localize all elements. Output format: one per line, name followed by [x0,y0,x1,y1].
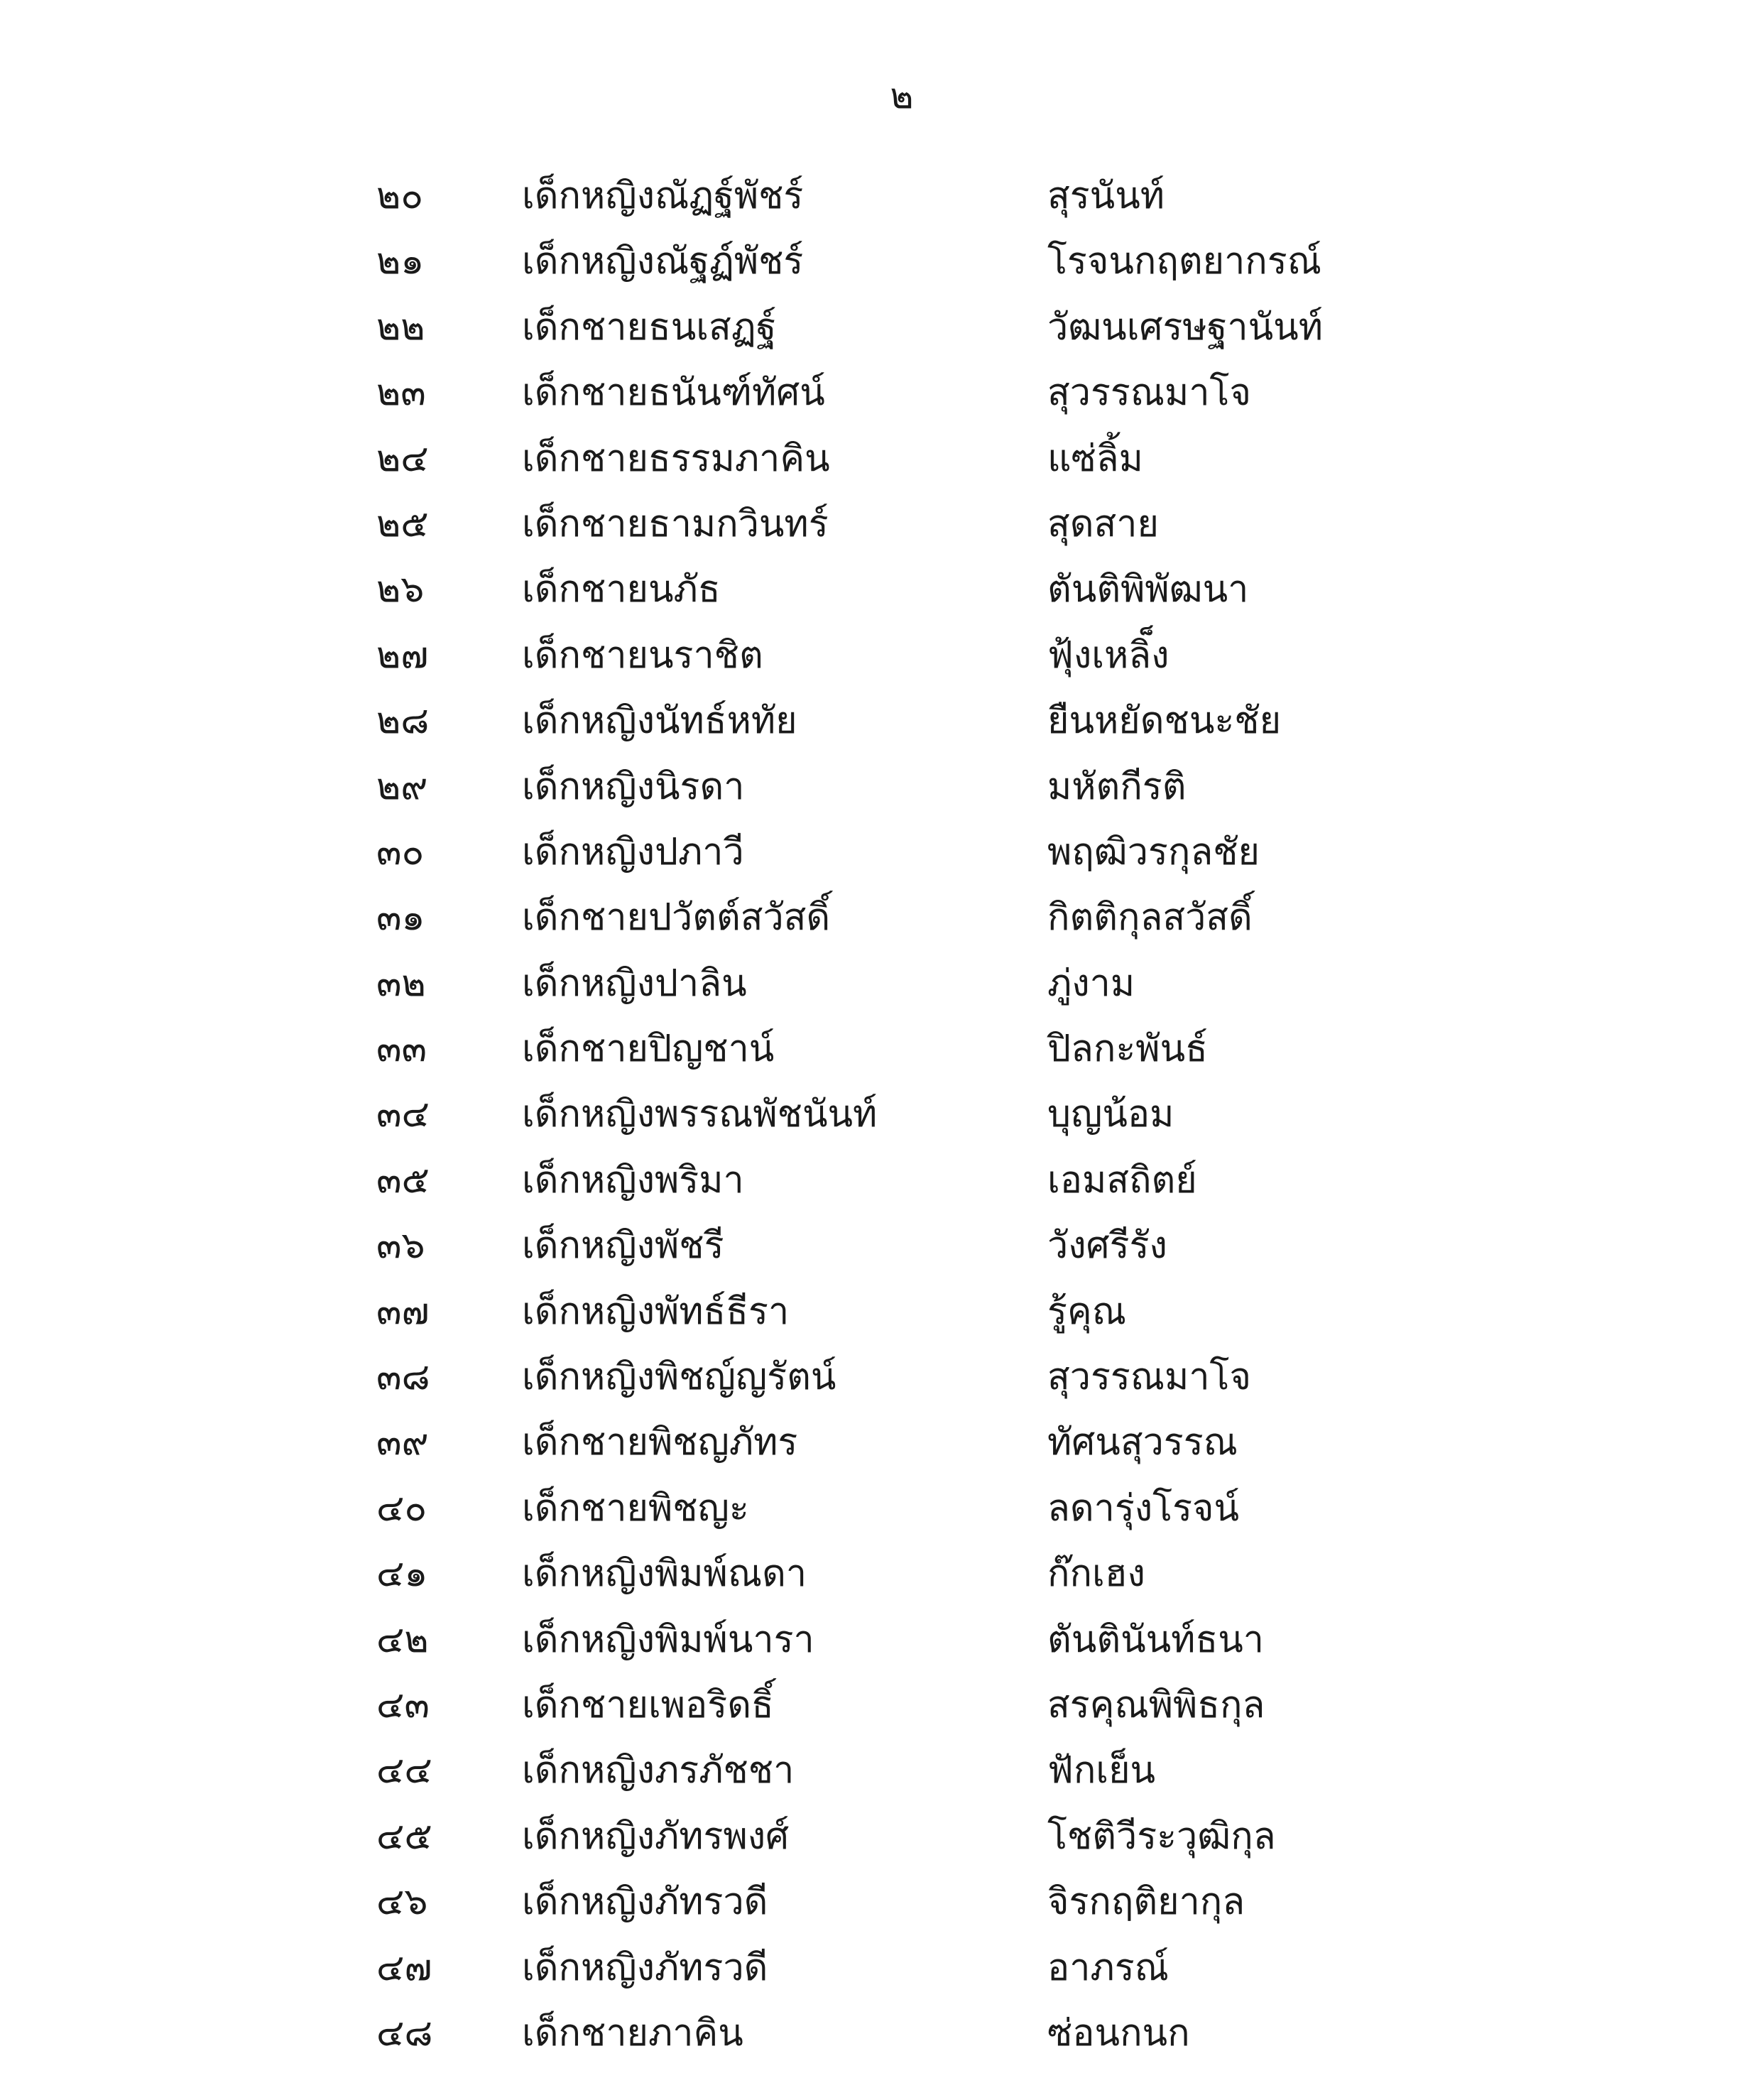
entry-last-name: วังศรีรัง [1047,1224,1167,1268]
list-item [0,1611,1761,1677]
entry-last-name: ตันตินันท์ธนา [1047,1618,1264,1661]
entry-last-name: โรจนกฤตยากรณ์ [1047,240,1321,283]
entry-last-name: ลดารุ่งโรจน์ [1047,1486,1240,1530]
list-item [0,889,1761,954]
list-item [0,1808,1761,1873]
entry-number: ๔๔ [376,1749,432,1792]
list-item [0,561,1761,626]
entry-first-name: เด็กชายธนเสฏฐ์ [522,305,777,349]
list-item [0,1283,1761,1349]
list-item [0,299,1761,364]
list-item [0,1414,1761,1479]
list-item [0,1480,1761,1545]
entry-last-name: สรคุณพิพิธกุล [1047,1683,1265,1726]
entry-first-name: เด็กชายปวัตต์สวัสดิ์ [522,896,831,940]
entry-last-name: จิรกฤติยากุล [1047,1881,1245,1924]
list-item [0,364,1761,430]
entry-number: ๓๙ [376,1421,429,1464]
entry-number: ๓๑ [376,896,425,940]
entry-first-name: เด็กหญิงพริมา [522,1158,744,1202]
entry-number: ๔๑ [376,1552,428,1596]
entry-first-name: เด็กหญิงภรภัชชา [522,1749,795,1792]
entry-number: ๒๔ [376,437,429,480]
entry-last-name: ปิลกะพันธ์ [1047,1028,1208,1071]
entry-last-name: พฤฒิวรกุลชัย [1047,830,1260,874]
entry-first-name: เด็กหญิงภัทรพงศ์ [522,1815,790,1858]
list-item [0,430,1761,496]
list-item [0,168,1761,233]
entry-first-name: เด็กชายภาคิน [522,2011,743,2055]
entry-first-name: เด็กหญิงภัทรวดี [522,1946,768,1989]
entry-first-name: เด็กชายเพอริดธิ์ [522,1683,774,1726]
entry-number: ๒๐ [376,175,424,217]
entry-first-name: เด็กชายธรรมภาคิน [522,437,830,480]
list-item [0,627,1761,692]
list-item [0,496,1761,561]
entry-number: ๒๒ [376,305,425,349]
entry-number: ๓๗ [376,1290,430,1333]
list-item [0,1742,1761,1807]
entry-first-name: เด็กชายปิญชาน์ [522,1028,775,1071]
entry-number: ๓๒ [376,962,426,1005]
entry-number: ๓๘ [376,1356,430,1399]
entry-first-name: เด็กหญิงพรรณพัชนันท์ [522,1093,878,1136]
entry-last-name: มหัตกีรติ [1047,765,1187,808]
entry-number: ๔๗ [376,1946,432,1989]
entry-last-name: โชติวีระวุฒิกุล [1047,1815,1276,1858]
entry-last-name: สุรนันท์ [1047,175,1165,217]
entry-first-name: เด็กหญิงพัทธ์ธีรา [522,1290,790,1333]
entry-last-name: ก๊กเฮง [1047,1552,1145,1596]
entry-first-name: เด็กหญิงปาลิน [522,962,747,1005]
entry-last-name: สุดสาย [1047,502,1159,545]
entry-last-name: กิตติกุลสวัสดิ์ [1047,896,1253,940]
list-item [0,1349,1761,1414]
entry-number: ๔๐ [376,1486,427,1530]
list-item [0,1677,1761,1742]
entry-last-name: สุวรรณมาโจ [1047,371,1251,415]
entry-first-name: เด็กหญิงนิรดา [522,765,745,808]
list-item [0,1152,1761,1217]
entry-first-name: เด็กหญิงณัฏฐ์พัชร์ [522,175,804,217]
entry-last-name: สุวรรณมาโจ [1047,1356,1251,1399]
list-item [0,2005,1761,2070]
entry-last-name: ตันติพิพัฒนา [1047,568,1249,611]
entry-last-name: ฟุ้งเหลิ็ง [1047,633,1170,677]
entry-first-name: เด็กหญิงปภาวี [522,830,744,874]
list-item [0,692,1761,758]
entry-number: ๒๑ [376,240,425,283]
list-item [0,824,1761,889]
entry-first-name: เด็กหญิงพัชรี [522,1224,724,1268]
entry-number: ๒๓ [376,371,426,415]
entry-last-name: ทัศนสุวรรณ [1047,1421,1238,1464]
entry-number: ๔๖ [376,1881,428,1924]
entry-last-name: ยืนหยัดชนะชัย [1047,700,1282,743]
entry-number: ๓๐ [376,830,425,874]
entry-last-name: บุญน้อม [1047,1093,1174,1136]
entry-number: ๔๓ [376,1683,430,1726]
entry-first-name: เด็กหญิงภัทรวดี [522,1881,768,1924]
name-list [0,168,1761,2070]
entry-number: ๓๓ [376,1028,427,1071]
list-item [0,1545,1761,1611]
entry-first-name: เด็กชายพิชญภัทร [522,1421,798,1464]
entry-number: ๓๔ [376,1093,430,1136]
entry-first-name: เด็กหญิงนัทธ์หทัย [522,700,797,743]
entry-number: ๓๕ [376,1158,430,1202]
entry-first-name: เด็กชายพิชญะ [522,1486,749,1530]
list-item [0,1086,1761,1151]
entry-first-name: เด็กชายธนันฑ์ทัศน์ [522,371,825,415]
entry-first-name: เด็กหญิงพิมพ์ณดา [522,1552,807,1596]
entry-first-name: เด็กหญิงพิชญ์ญรัตน์ [522,1356,836,1399]
entry-last-name: อาภรณ์ [1047,1946,1169,1989]
entry-number: ๒๘ [376,700,430,743]
entry-number: ๔๘ [376,2011,433,2055]
entry-last-name: แซ่ลิ้ม [1047,437,1143,480]
entry-last-name: เอมสถิตย์ [1047,1158,1197,1202]
entry-last-name: ภู่งาม [1047,962,1135,1005]
entry-number: ๔๕ [376,1815,432,1858]
entry-last-name: รู้คุณ [1047,1290,1126,1333]
page-number: ๒ [890,75,914,116]
entry-first-name: เด็กชายนภัธ [522,568,721,611]
list-item [0,758,1761,824]
entry-number: ๒๙ [376,765,428,808]
list-item [0,1217,1761,1283]
entry-first-name: เด็กหญิงณัฐฏ์พัชร์ [522,240,804,283]
list-item [0,1939,1761,2005]
entry-last-name: ซ่อนกนก [1047,2011,1190,2055]
entry-number: ๔๒ [376,1618,429,1661]
entry-number: ๓๖ [376,1224,425,1268]
entry-first-name: เด็กชายธามกวินทร์ [522,502,829,545]
entry-number: ๒๖ [376,568,425,611]
entry-last-name: วัฒนเศรษฐานันท์ [1047,305,1323,349]
list-item [0,1873,1761,1939]
entry-first-name: เด็กชายนราชิต [522,633,763,677]
list-item [0,1021,1761,1086]
list-item [0,233,1761,298]
entry-number: ๒๗ [376,633,429,677]
entry-number: ๒๕ [376,502,429,545]
entry-last-name: ฟักเย็น [1047,1749,1156,1792]
list-item [0,955,1761,1021]
entry-first-name: เด็กหญิงพิมพ์นารา [522,1618,814,1661]
